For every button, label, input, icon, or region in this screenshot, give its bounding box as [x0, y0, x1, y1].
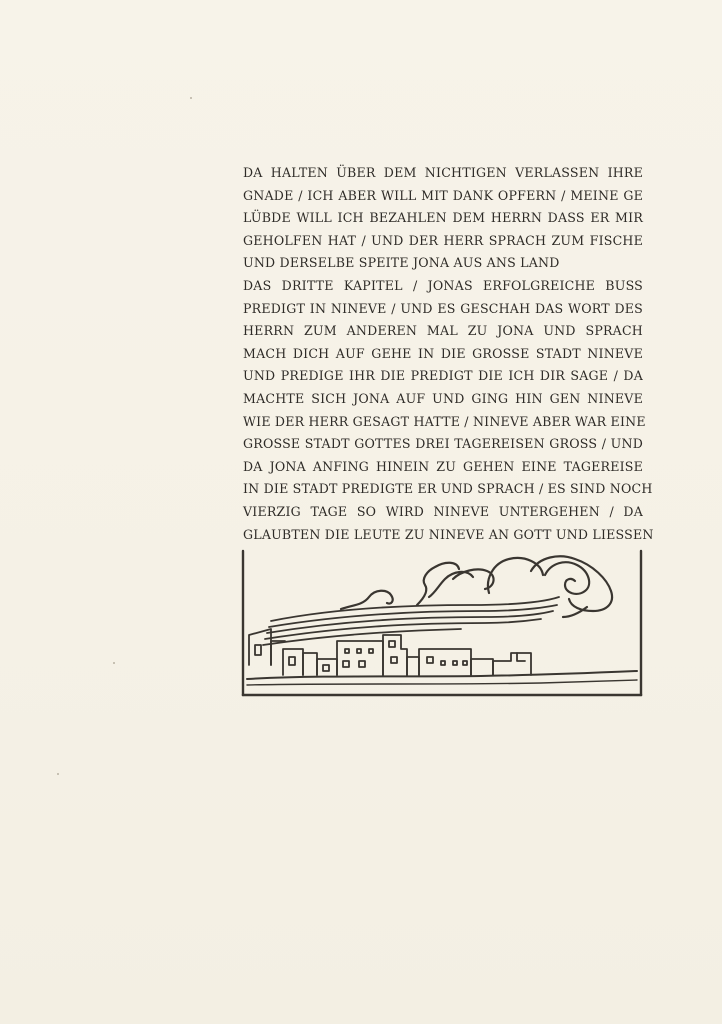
paper-speck	[57, 773, 59, 775]
text-line: MACH DICH AUF GEHE IN DIE GROSSE STADT NINEVE	[243, 345, 643, 361]
text-line: DA JONA ANFING HINEIN ZU GEHEN EINE TAGEREISE	[243, 458, 643, 474]
text-line: DA HALTEN ÜBER DEM NICHTIGEN VERLASSEN IHRE	[243, 165, 643, 180]
text-line: LÜBDE WILL ICH BEZAHLEN DEM HERRN DASS ER MIR	[243, 210, 643, 226]
chapter-heading-line: DAS DRITTE KAPITEL / JONAS ERFOLGREICHE BUSS	[243, 277, 643, 293]
paper-speck	[190, 97, 192, 99]
body-text	[243, 162, 654, 546]
text-line: GROSSE STADT GOTTES DREI TAGEREISEN GROSS / UND	[243, 436, 643, 452]
woodcut-illustration	[241, 549, 643, 697]
text-line: UND DERSELBE SPEITE JONA AUS ANS LAND	[243, 255, 560, 271]
wind-streaks	[263, 597, 559, 645]
text-line: UND PREDIGE IHR DIE PREDIGT DIE ICH DIR SAGE / DA	[243, 368, 643, 384]
ground	[247, 671, 637, 685]
text-line: VIERZIG TAGE SO WIRD NINEVE UNTERGEHEN / DA	[243, 503, 643, 519]
text-line: IN DIE STADT PREDIGTE ER UND SPRACH / ES SIND NOCH	[243, 481, 653, 497]
text-line: WIE DER HERR GESAGT HATTE / NINEVE ABER WAR EINE	[243, 413, 646, 429]
text-line: PREDIGT IN NINEVE / UND ES GESCHAH DAS WORT DES	[243, 300, 643, 316]
paper-speck	[113, 662, 115, 664]
text-line: GEHOLFEN HAT / UND DER HERR SPRACH ZUM FISCHE	[243, 232, 643, 248]
text-line: HERRN ZUM ANDEREN MAL ZU JONA UND SPRACH	[243, 323, 643, 339]
text-line: MACHTE SICH JONA AUF UND GING HIN GEN NINEVE	[243, 390, 643, 406]
text-line: GNADE / ICH ABER WILL MIT DANK OPFERN / MEINE GE	[243, 187, 643, 203]
text-line: GLAUBTEN DIE LEUTE ZU NINEVE AN GOTT UND LIESSEN	[243, 526, 654, 542]
